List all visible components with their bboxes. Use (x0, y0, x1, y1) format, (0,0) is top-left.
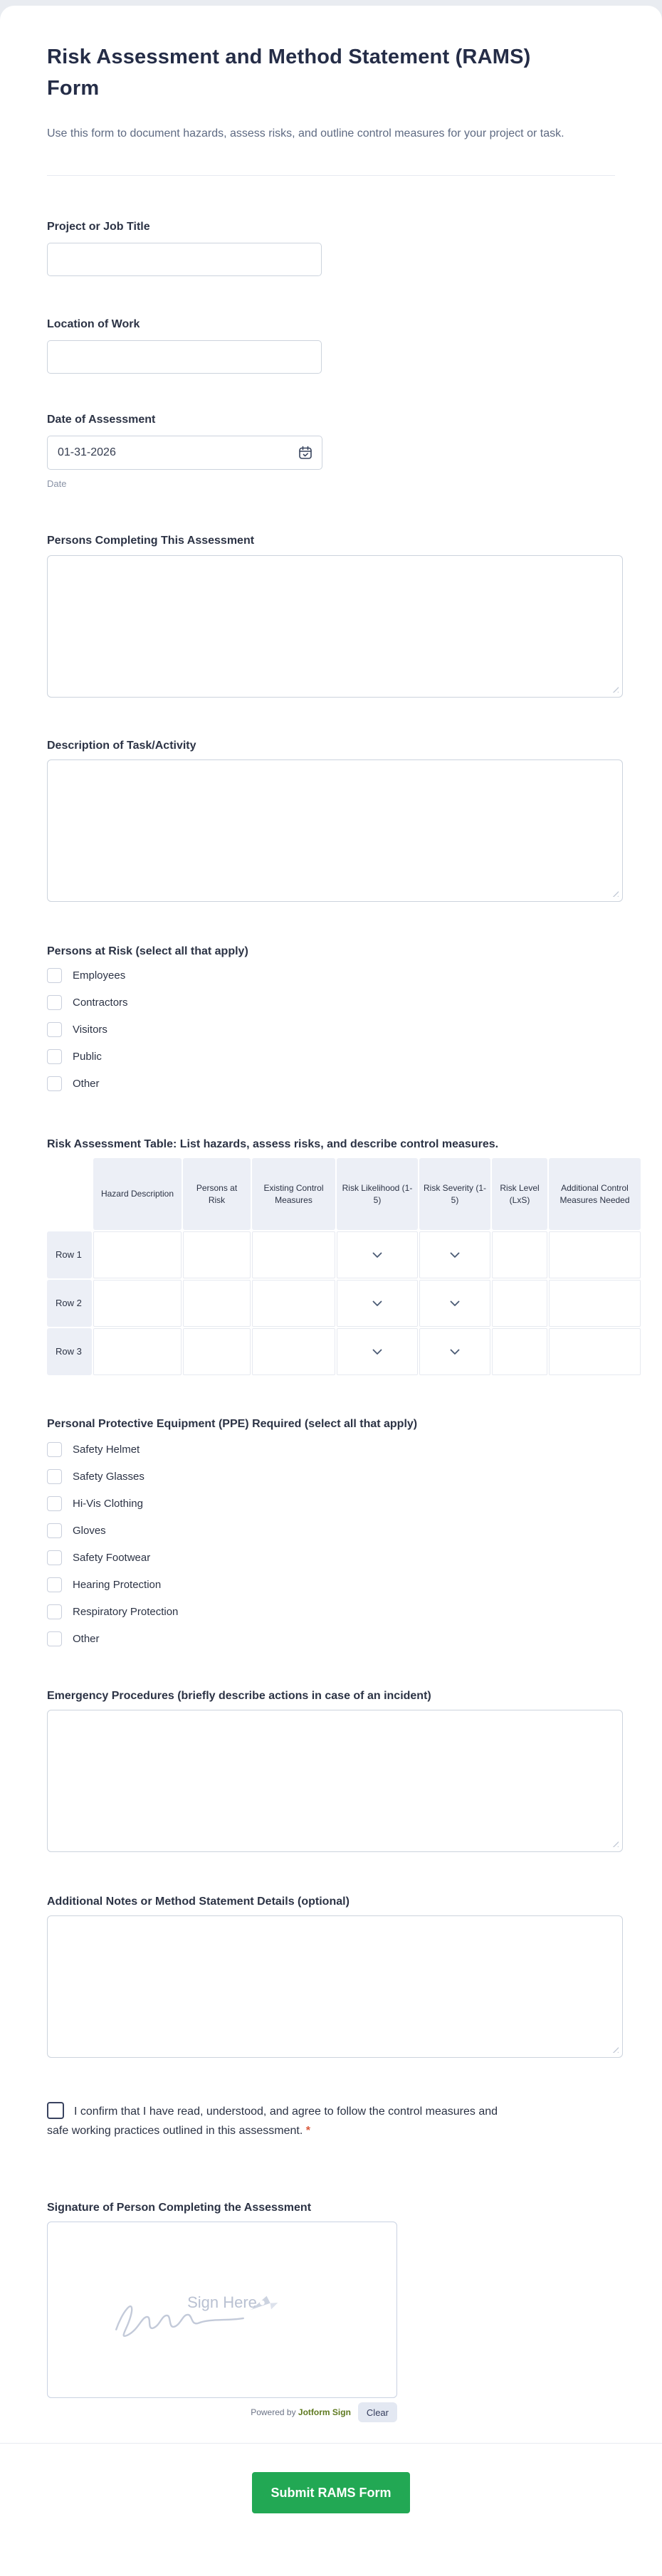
chevron-down-icon (372, 1349, 382, 1355)
table-input-cell[interactable] (492, 1280, 547, 1327)
question-date (47, 413, 623, 489)
column-header: Risk Level (LxS) (492, 1158, 547, 1230)
checkbox[interactable] (47, 1496, 62, 1511)
submit-area (0, 2444, 662, 2550)
date-sublabel: Date (47, 478, 67, 489)
ppe-options (47, 1439, 623, 1649)
table-input-cell[interactable] (549, 1280, 641, 1327)
likelihood-select[interactable] (337, 1328, 418, 1375)
required-asterisk: * (305, 2125, 310, 2137)
column-header: Risk Likelihood (1-5) (337, 1158, 418, 1230)
page-title: Risk Assessment and Method Statement (RAMS) Form (47, 46, 531, 100)
signature-footer (47, 2402, 397, 2422)
checkbox-label: Employees (73, 969, 126, 982)
field-label: Location of Work (47, 318, 140, 330)
checkbox[interactable] (47, 995, 62, 1010)
column-header: Existing Control Measures (252, 1158, 335, 1230)
question-risk-table (47, 1137, 630, 1375)
chevron-down-icon (450, 1252, 460, 1258)
pen-icon (250, 2293, 278, 2318)
form-card (0, 6, 662, 2576)
question-task-description (47, 739, 623, 902)
checkbox-label: Safety Helmet (73, 1443, 140, 1456)
checkbox[interactable] (47, 1049, 62, 1064)
checkbox[interactable] (47, 1577, 62, 1592)
field-label: Project or Job Title (47, 221, 150, 233)
column-header: Additional Control Measures Needed (549, 1158, 641, 1230)
date-input[interactable] (47, 436, 322, 470)
chevron-down-icon (450, 1300, 460, 1307)
notes-textarea[interactable] (47, 1915, 623, 2058)
project-title-input[interactable] (47, 243, 322, 276)
checkbox-option-visitors[interactable] (47, 1019, 623, 1040)
field-label: Persons Completing This Assessment (47, 535, 255, 547)
row-label: Row 3 (47, 1328, 92, 1375)
field-label: Emergency Procedures (briefly describe actions in case of an incident) (47, 1690, 431, 1702)
confirmation-label: I confirm that I have read, understood, and agree to follow the control measures and safe working practices outlined in this assessment. (47, 2106, 498, 2137)
severity-select[interactable] (419, 1231, 490, 1278)
question-project-title (47, 220, 623, 276)
checkbox[interactable] (47, 1523, 62, 1538)
checkbox[interactable] (47, 1604, 62, 1619)
checkbox-option-employees[interactable] (47, 964, 623, 986)
page-subtitle: Use this form to document hazards, assess risks, and outline control measures for your project or task. (47, 127, 564, 140)
likelihood-select[interactable] (337, 1231, 418, 1278)
table-input-cell[interactable] (93, 1231, 182, 1278)
question-notes (47, 1895, 623, 2058)
checkbox-option-respiratory-protection[interactable] (47, 1601, 623, 1622)
table-input-cell[interactable] (93, 1280, 182, 1327)
table-input-cell[interactable] (93, 1328, 182, 1375)
risk-assessment-table (47, 1158, 641, 1375)
checkbox-option-hi-vis-clothing[interactable] (47, 1493, 623, 1514)
powered-by-text: Powered by Jotform Sign (251, 2407, 351, 2417)
table-corner-cell (47, 1158, 92, 1230)
checkbox-option-hearing-protection[interactable] (47, 1574, 623, 1595)
question-ppe (47, 1417, 623, 1649)
checkbox-option-other[interactable] (47, 1073, 623, 1094)
checkbox[interactable] (47, 1550, 62, 1565)
task-description-textarea[interactable] (47, 759, 623, 902)
checkbox-label: Respiratory Protection (73, 1605, 179, 1618)
question-location (47, 317, 623, 374)
persons-at-risk-options (47, 964, 623, 1094)
confirmation-field (47, 2102, 503, 2140)
table-input-cell[interactable] (252, 1231, 335, 1278)
checkbox-option-ppe-other[interactable] (47, 1628, 623, 1649)
checkbox-label: Safety Glasses (73, 1470, 145, 1483)
signature-pad[interactable] (47, 2222, 397, 2398)
field-label: Persons at Risk (select all that apply) (47, 945, 248, 957)
checkbox-label: Contractors (73, 996, 128, 1009)
field-label: Signature of Person Completing the Assessment (47, 2202, 312, 2214)
checkbox-label: Hi-Vis Clothing (73, 1497, 143, 1510)
question-persons-at-risk (47, 945, 623, 1094)
column-header: Risk Severity (1-5) (419, 1158, 490, 1230)
field-label: Date of Assessment (47, 414, 156, 426)
checkbox-option-gloves[interactable] (47, 1520, 623, 1541)
checkbox[interactable] (47, 1631, 62, 1646)
checkbox[interactable] (47, 968, 62, 983)
table-input-cell[interactable] (549, 1328, 641, 1375)
checkbox-label: Other (73, 1632, 100, 1645)
checkbox-option-safety-glasses[interactable] (47, 1466, 623, 1487)
checkbox[interactable] (47, 1442, 62, 1457)
form-header (0, 6, 662, 176)
chevron-down-icon (372, 1252, 382, 1258)
checkbox[interactable] (47, 1022, 62, 1037)
severity-select[interactable] (419, 1328, 490, 1375)
clear-signature-button[interactable]: Clear (358, 2402, 397, 2422)
checkbox-option-public[interactable] (47, 1046, 623, 1067)
table-input-cell[interactable] (183, 1328, 251, 1375)
question-persons-completing (47, 534, 623, 698)
submit-button[interactable]: Submit RAMS Form (252, 2472, 410, 2513)
checkbox-label: Safety Footwear (73, 1551, 151, 1564)
field-label: Description of Task/Activity (47, 740, 196, 752)
row-label: Row 2 (47, 1280, 92, 1327)
row-label: Row 1 (47, 1231, 92, 1278)
field-label: Additional Notes or Method Statement Details (optional) (47, 1896, 350, 1908)
signature-squiggle-icon (48, 2222, 396, 2397)
table-input-cell[interactable] (183, 1231, 251, 1278)
chevron-down-icon (372, 1300, 382, 1307)
table-input-cell[interactable] (492, 1328, 547, 1375)
checkbox[interactable] (47, 1076, 62, 1091)
table-input-cell[interactable] (252, 1280, 335, 1327)
jotform-sign-brand[interactable]: Jotform Sign (298, 2407, 351, 2417)
checkbox-label: Visitors (73, 1023, 107, 1036)
checkbox[interactable] (47, 1469, 62, 1484)
checkbox-option-safety-footwear[interactable] (47, 1547, 623, 1568)
location-input[interactable] (47, 340, 322, 374)
table-input-cell[interactable] (549, 1231, 641, 1278)
calendar-icon[interactable] (298, 445, 313, 461)
form-body (0, 220, 662, 2550)
likelihood-select[interactable] (337, 1280, 418, 1327)
checkbox-label: Other (73, 1077, 100, 1090)
table-input-cell[interactable] (492, 1231, 547, 1278)
checkbox-label: Gloves (73, 1524, 106, 1537)
severity-select[interactable] (419, 1280, 490, 1327)
table-input-cell[interactable] (183, 1280, 251, 1327)
confirmation-checkbox[interactable] (47, 2102, 64, 2119)
persons-completing-textarea[interactable] (47, 555, 623, 698)
table-input-cell[interactable] (252, 1328, 335, 1375)
sign-here-placeholder: Sign Here (187, 2293, 257, 2311)
field-label: Risk Assessment Table: List hazards, assess risks, and describe control measures. (47, 1138, 499, 1150)
header-divider (47, 175, 615, 176)
column-header: Hazard Description (93, 1158, 182, 1230)
column-header: Persons at Risk (183, 1158, 251, 1230)
checkbox-option-contractors[interactable] (47, 992, 623, 1013)
question-emergency (47, 1689, 623, 1852)
field-label: Personal Protective Equipment (PPE) Required (select all that apply) (47, 1418, 418, 1430)
chevron-down-icon (450, 1349, 460, 1355)
checkbox-option-safety-helmet[interactable] (47, 1439, 623, 1460)
date-field (47, 436, 322, 470)
checkbox-label: Public (73, 1050, 102, 1063)
question-signature (47, 2201, 623, 2422)
checkbox-label: Hearing Protection (73, 1578, 162, 1591)
emergency-textarea[interactable] (47, 1710, 623, 1852)
